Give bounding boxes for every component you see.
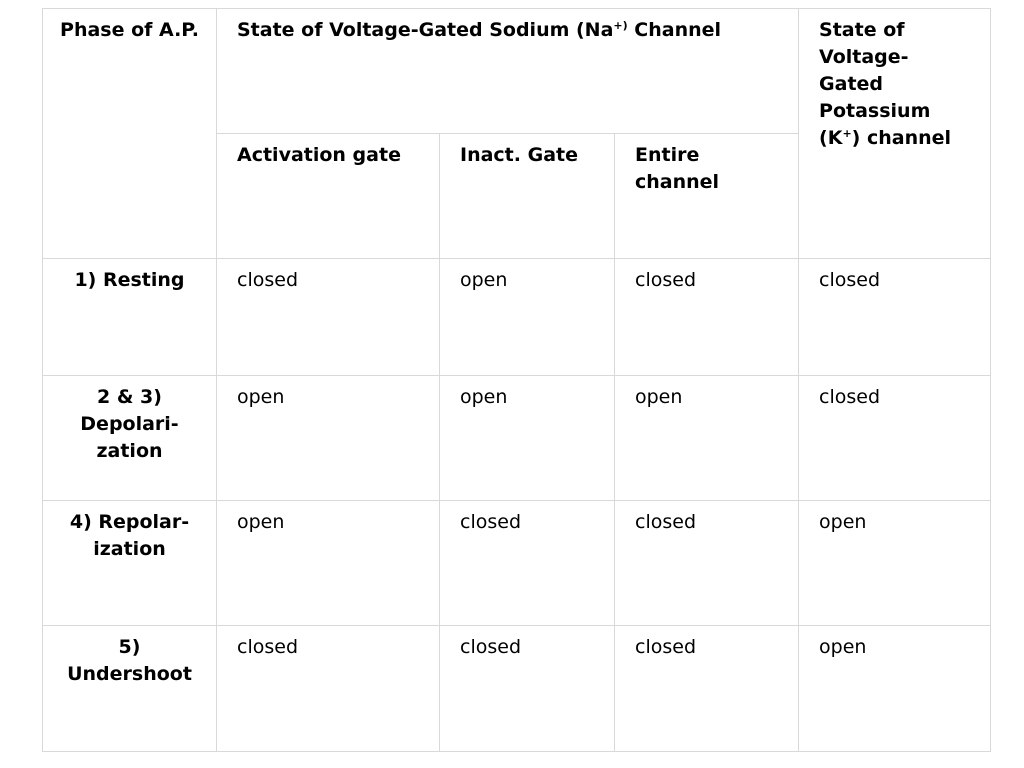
inactivation-cell: closed <box>440 501 615 626</box>
header-potassium-suffix: ) channel <box>851 127 952 149</box>
inactivation-cell: open <box>440 259 615 376</box>
header-potassium-channel <box>799 9 991 259</box>
phase-cell: 5) Undershoot <box>43 626 217 752</box>
phase-cell: 1) Resting <box>43 259 217 376</box>
table-row <box>43 626 991 752</box>
activation-cell: closed <box>217 626 440 752</box>
header-sodium-text: State of Voltage-Gated Sodium (Na <box>237 19 614 41</box>
inactivation-cell: closed <box>440 626 615 752</box>
action-potential-table <box>42 8 991 752</box>
table-row <box>43 376 991 501</box>
activation-cell: open <box>217 501 440 626</box>
header-phase: Phase of A.P. <box>43 9 217 259</box>
entire-channel-cell: closed <box>615 626 799 752</box>
table-row <box>43 501 991 626</box>
potassium-cell: closed <box>799 259 991 376</box>
header-entire-channel: Entire channel <box>615 134 799 259</box>
header-activation-gate: Activation gate <box>217 134 440 259</box>
header-inactivation-gate: Inact. Gate <box>440 134 615 259</box>
potassium-cell: open <box>799 501 991 626</box>
header-sodium-suffix: Channel <box>627 19 722 41</box>
entire-channel-cell: closed <box>615 501 799 626</box>
header-potassium-superscript: + <box>842 127 852 140</box>
activation-cell: open <box>217 376 440 501</box>
phase-cell: 4) Repolar-ization <box>43 501 217 626</box>
header-potassium-text: State of Voltage-Gated Potassium (K <box>819 19 931 149</box>
entire-channel-cell: open <box>615 376 799 501</box>
table-row <box>43 259 991 376</box>
header-sodium-channel <box>217 9 799 134</box>
activation-cell: closed <box>217 259 440 376</box>
entire-channel-cell: closed <box>615 259 799 376</box>
inactivation-cell: open <box>440 376 615 501</box>
phase-cell: 2 & 3) Depolari-zation <box>43 376 217 501</box>
potassium-cell: open <box>799 626 991 752</box>
potassium-cell: closed <box>799 376 991 501</box>
header-sodium-superscript: +) <box>613 19 628 32</box>
